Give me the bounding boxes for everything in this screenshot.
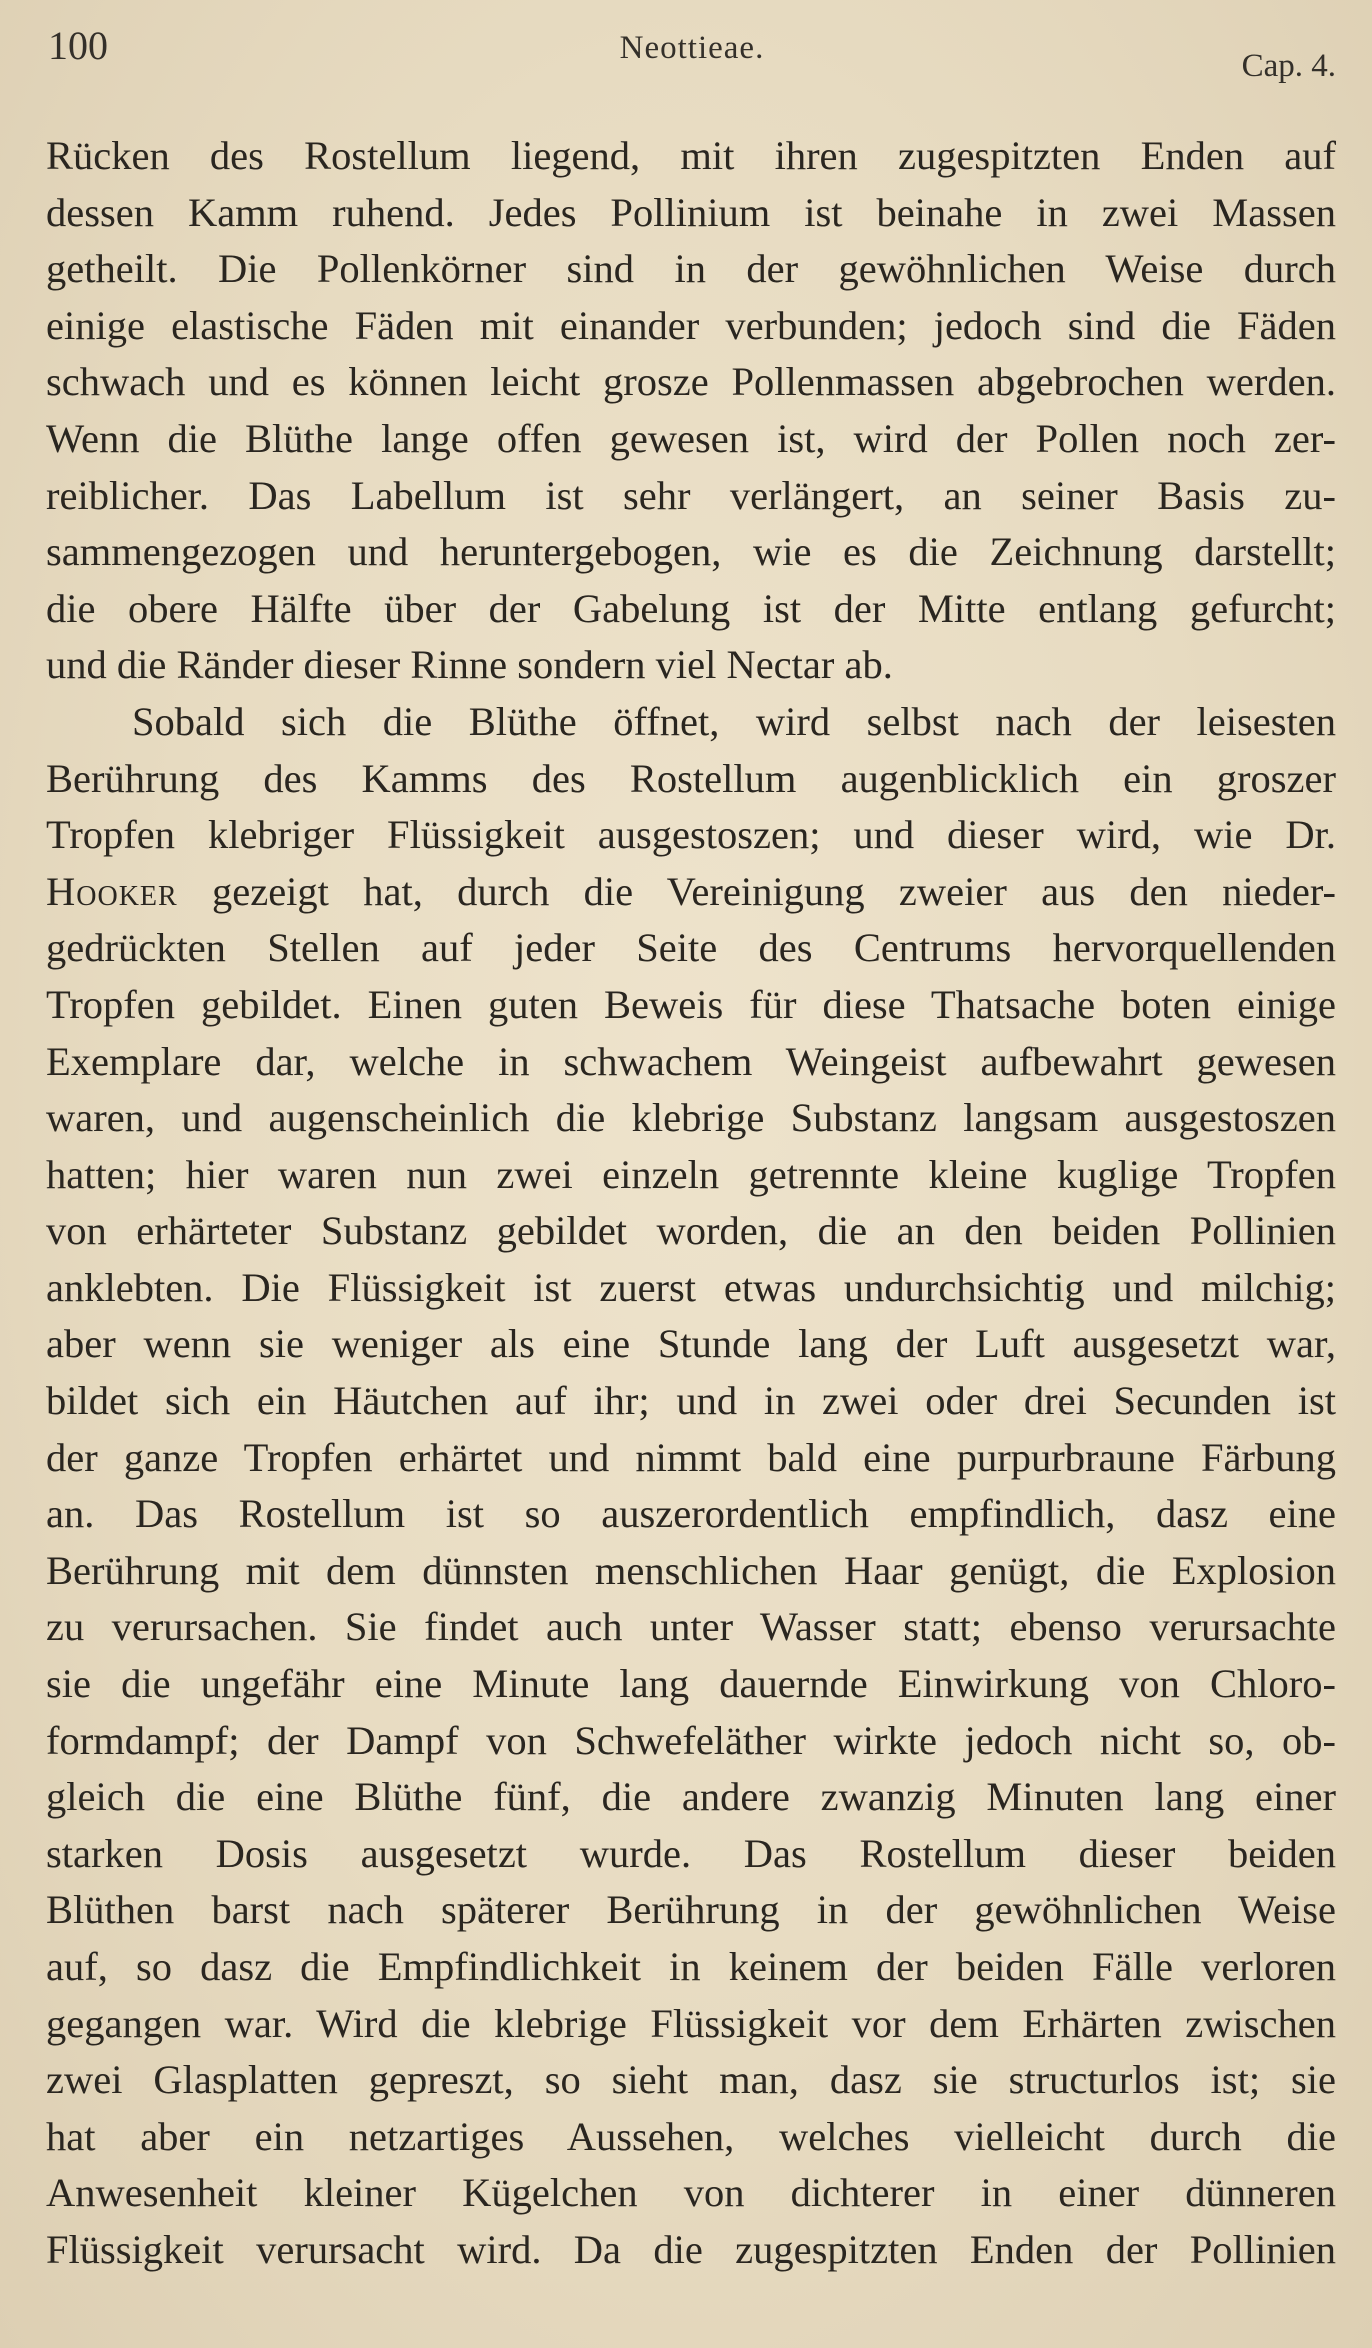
text-line: gegangen war. Wird die klebrige Flüssigkeit vor dem Erhärten zwischen (46, 2000, 1336, 2046)
running-title: Neottieae. (619, 30, 765, 66)
text-line: reiblicher. Das Labellum ist sehr verlängert, an seiner Basis zu- (46, 472, 1336, 518)
text-line: von erhärteter Substanz gebildet worden, die an den beiden Pollinien (46, 1208, 1336, 1254)
text-line: gleich die eine Blüthe fünf, die andere zwanzig Minuten lang einer (46, 1774, 1336, 1820)
text-line: Berührung des Kamms des Rostellum augenblicklich ein groszer (46, 755, 1336, 801)
text-line: Anwesenheit kleiner Kügelchen von dichterer in einer dünneren (46, 2170, 1336, 2216)
text-line: sammengezogen und heruntergebogen, wie es die Zeichnung darstellt; (46, 529, 1336, 575)
chapter-reference: Cap. 4. (1241, 48, 1336, 84)
text-line: zu verursachen. Sie findet auch unter Wasser statt; ebenso verursachte (46, 1604, 1336, 1650)
text-line: der ganze Tropfen erhärtet und nimmt bald eine purpurbraune Färbung (46, 1434, 1336, 1480)
text-line: auf, so dasz die Empfindlichkeit in keinem der beiden Fälle verloren (46, 1944, 1336, 1989)
text-line: Rücken des Rostellum liegend, mit ihren zugespitzten Enden auf (46, 133, 1336, 178)
author-name: Hooker (46, 868, 178, 914)
text-line: Tropfen gebildet. Einen guten Beweis für diese Thatsache boten einige (46, 981, 1336, 1027)
text-line: gedrückten Stellen auf jeder Seite des Centrums hervorquellenden (46, 925, 1336, 971)
text-line: Flüssigkeit verursacht wird. Da die zugespitzten Enden der Pollinien (46, 2226, 1336, 2272)
text-line: Exemplare dar, welche in schwachem Weingeist aufbewahrt gewesen (46, 1038, 1336, 1084)
page-number: 100 (48, 23, 108, 68)
text-line: Sobald sich die Blüthe öffnet, wird selbst nach der leisesten (132, 698, 1336, 744)
text-line: anklebten. Die Flüssigkeit ist zuerst etwas undurchsichtig und milchig; (46, 1264, 1336, 1310)
page-header (48, 22, 1336, 82)
text-line: Blüthen barst nach späterer Berührung in der gewöhnlichen Weise (46, 1887, 1336, 1933)
text-line: sie die ungefähr eine Minute lang dauernde Einwirkung von Chloro- (46, 1661, 1336, 1707)
text-line: Wenn die Blüthe lange offen gewesen ist, wird der Pollen noch zer- (46, 415, 1336, 461)
text-line: Berührung mit dem dünnsten menschlichen Haar genügt, die Explosion (46, 1547, 1336, 1593)
text-line: getheilt. Die Pollenkörner sind in der gewöhnlichen Weise durch (46, 246, 1336, 292)
text-line: bildet sich ein Häutchen auf ihr; und in zwei oder drei Secunden ist (46, 1378, 1336, 1424)
text-line-remainder: gezeigt hat, durch die Vereinigung zweier aus den nieder- (212, 868, 1336, 914)
text-line: dessen Kamm ruhend. Jedes Pollinium ist beinahe in zwei Massen (46, 189, 1336, 235)
text-line: schwach und es können leicht grosze Pollenmassen abgebrochen werden. (46, 359, 1336, 405)
text-line-with-author (46, 864, 1336, 921)
text-line: an. Das Rostellum ist so auszerordentlich empfindlich, dasz eine (46, 1491, 1336, 1537)
text-line: aber wenn sie weniger als eine Stunde lang der Luft ausgesetzt war, (46, 1321, 1336, 1367)
text-line: und die Ränder dieser Rinne sondern viel Nectar ab. (46, 642, 893, 688)
text-line: formdampf; der Dampf von Schwefeläther wirkte jedoch nicht so, ob- (46, 1717, 1336, 1763)
text-line: einige elastische Fäden mit einander verbunden; jedoch sind die Fäden (46, 302, 1336, 348)
text-line: waren, und augenscheinlich die klebrige Substanz langsam ausgestoszen (46, 1095, 1336, 1141)
text-line: die obere Hälfte über der Gabelung ist der Mitte entlang gefurcht; (46, 585, 1336, 631)
text-line: zwei Glasplatten gepreszt, so sieht man, dasz sie structurlos ist; sie (46, 2057, 1336, 2103)
body-text (46, 128, 1336, 2279)
text-line: hat aber ein netzartiges Aussehen, welches vielleicht durch die (46, 2113, 1336, 2159)
text-line: Tropfen klebriger Flüssigkeit ausgestoszen; und dieser wird, wie Dr. (46, 812, 1336, 858)
text-line: hatten; hier waren nun zwei einzeln getrennte kleine kuglige Tropfen (46, 1151, 1336, 1197)
text-line: starken Dosis ausgesetzt wurde. Das Rostellum dieser beiden (46, 1830, 1336, 1876)
